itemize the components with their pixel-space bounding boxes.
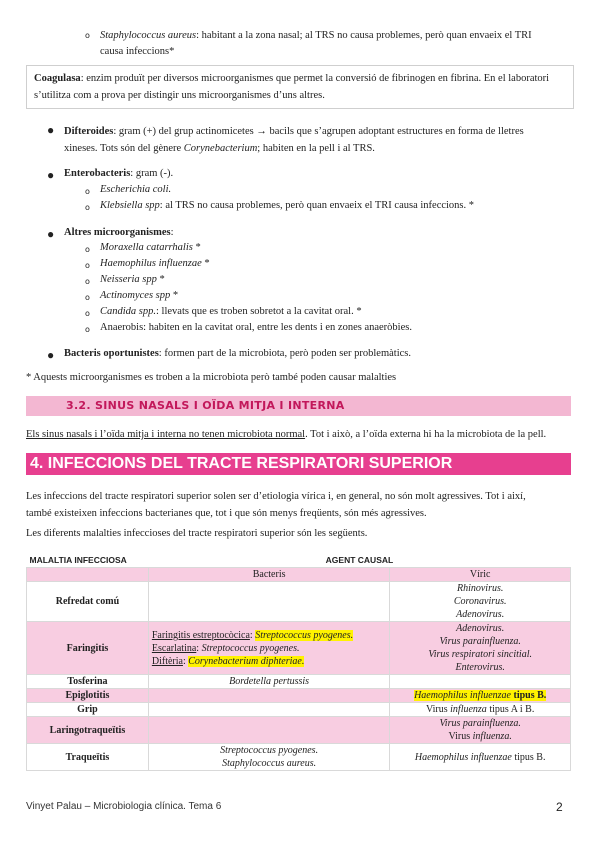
circle-bullet-icon: o [85,245,90,254]
sub-item: Anaerobis: habiten en la cavitat oral, entre les dents i en zones anaeròbies. [100,322,412,333]
bullet-icon: ● [47,168,55,182]
circle-bullet-icon: o [85,277,90,286]
definition-box: Coagulasa: enzim produït per diversos microorganismes que permet la conversió de fibrinogen en fibrina. En el laboratori s’utilitza com a prova per distingir uns microorganismes d’uns altres. [26,65,574,109]
sub-item-ecoli: Escherichia coli. [100,184,172,195]
subheader-bacteria: Bacteris [148,568,389,582]
top-sub-item: Staphylococcus aureus: habitant a la zona nasal; al TRS no causa problemes, però quan envaeix el TRI causa infeccions* [100,30,532,57]
sub-item: Actinomyces spp * [100,290,179,301]
footnote: * Aquests microorganismes es troben a la microbiota però també poden causar malalties [26,372,397,383]
table-row: Grip Virus influenza tipus A i B. [27,703,571,717]
list-item-oportunistes: Bacteris oportunistes: formen part de la microbiota, però poden ser problemàtics. [64,348,412,359]
sub-item-klebsiella: Klebsiella spp: al TRS no causa problemes, però quan envaeix el TRI causa infeccions. * [100,200,475,211]
list-item-altres: Altres microorganismes: [64,227,174,238]
section-4-paragraph-2: Les diferents malalties infeccioses del tracte respiratori superior són les següents. [26,528,368,539]
section-4-paragraph-1: Les infeccions del tracte respiratori superior solen ser d’etiologia vírica i, en general, no són molt agressives. Tot i així, també existeixen infeccions bacterianes que, tot i que són menys freqüents, són més agressives. [26,491,526,519]
sub-item: Haemophilus influenzae * [100,258,210,269]
circle-bullet-icon: o [85,309,90,318]
section-heading-4: 4. INFECCIONS DEL TRACTE RESPIRATORI SUPERIOR [26,453,571,475]
section-3-2-paragraph: Els sinus nasals i l’oïda mitja i interna no tenen microbiota normal. Tot i això, a l’oïda externa hi ha la microbiota de la pell. [26,429,547,440]
bullet-icon: ● [47,348,55,362]
circle-bullet-icon: o [85,261,90,270]
column-header-disease: MALALTIA INFECCIOSA [27,553,149,568]
circle-bullet-icon: o [85,203,90,212]
table-subheader-row [27,568,571,582]
bullet-icon: ● [47,227,55,241]
table-row: Tosferina Bordetella pertussis [27,675,571,689]
infection-table [26,553,571,771]
table-row: Refredat comú Rhinovirus. Coronavirus. Adenovirus. [27,582,571,622]
table-row: Traqueïtis Streptococcus pyogenes. Staphylococcus aureus. Haemophilus influenzae tipus B. [27,744,571,771]
sub-item: Moraxella catarrhalis * [100,242,201,253]
page-number: 2 [556,800,563,814]
list-item-enterobacteris: Enterobacteris: gram (-). [64,168,174,179]
list-item-difteroides: Difteroides: gram (+) del grup actinomicetes → bacils que s’agrupen adoptant estructures en forma de lletres xineses. Tots són del gènere Corynebacterium; habiten en la pell i al TRS. [64,126,524,154]
subheader-viral: Víric [390,568,571,582]
sub-item: Neisseria spp * [100,274,165,285]
column-header-agent: AGENT CAUSAL [148,553,570,568]
circle-bullet-icon: o [85,325,90,334]
table-row: Epiglotitis Haemophilus influenzae tipus B. [27,689,571,703]
table-header-row [27,553,571,568]
circle-bullet-icon: o [85,293,90,302]
table-row: Faringitis Faringitis estreptocòcica: Streptococcus pyogenes. Escarlatina: Streptococcus pyogenes. Diftèria: Corynebacterium diphteriae. Adenovirus. Virus parainfluenza. Virus respiratori sincitial. Enterovirus. [27,622,571,675]
circle-bullet-icon: o [85,187,90,196]
circle-bullet-icon: o [85,31,90,40]
footer: Vinyet Palau – Microbiologia clínica. Tema 6 [26,801,222,812]
section-heading-3-2: 3.2. SINUS NASALS I OÏDA MITJA I INTERNA [26,396,571,416]
bullet-icon: ● [47,123,55,137]
sub-item: Candida spp.: llevats que es troben sobretot a la cavitat oral. * [100,306,362,317]
table-row: Laringotraqueïtis Virus parainfluenza. Virus influenza. [27,717,571,744]
